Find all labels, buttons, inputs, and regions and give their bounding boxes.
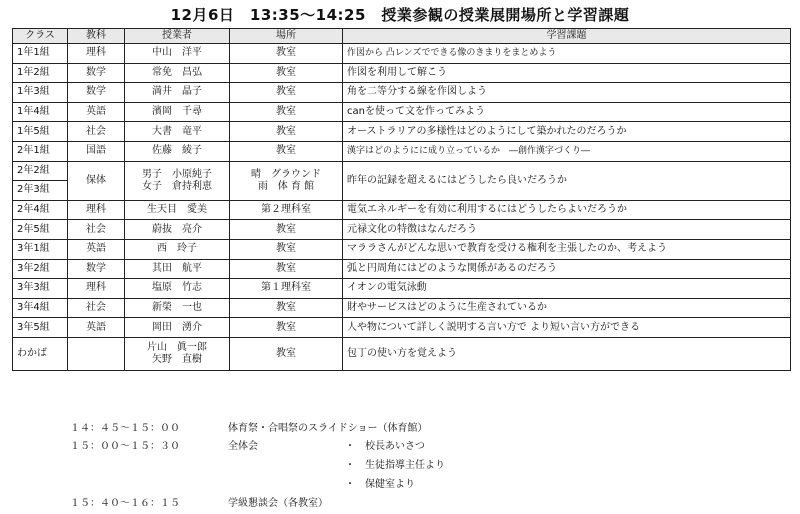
footer-time: １４：４５〜１５：００ bbox=[70, 423, 180, 434]
subject-cell: 国語 bbox=[68, 141, 125, 161]
teacher-cell: 其田 航平 bbox=[125, 259, 230, 279]
subject-cell: 社会 bbox=[68, 220, 125, 240]
class-cell: 3年1組 bbox=[13, 239, 68, 259]
teacher-cell: 濱岡 千尋 bbox=[125, 102, 230, 122]
task-cell: canを使って文を作ってみよう bbox=[343, 102, 791, 122]
task-cell: オーストラリアの多様性はどのようにして築かれたのだろうか bbox=[343, 122, 791, 142]
subject-cell: 英語 bbox=[68, 318, 125, 338]
task-cell: 財やサービスはどのように生産されているか bbox=[343, 298, 791, 318]
table-row bbox=[13, 220, 791, 240]
task-cell: 電気エネルギーを有効に利用するにはどうしたらよいだろうか bbox=[343, 200, 791, 220]
teacher-cell: 蔚抜 亮介 bbox=[125, 220, 230, 240]
table-row bbox=[13, 200, 791, 220]
teacher-cell: 常免 昌弘 bbox=[125, 63, 230, 83]
subject-cell: 理科 bbox=[68, 279, 125, 299]
place-cell: 教室 bbox=[230, 220, 343, 240]
task-cell: 人や物について詳しく説明する言い方で より短い言い方ができる bbox=[343, 318, 791, 338]
class-cell: 2年4組 bbox=[13, 200, 68, 220]
class-cell: 2年1組 bbox=[13, 141, 68, 161]
header-subject: 教科 bbox=[68, 29, 125, 44]
table-row bbox=[13, 298, 791, 318]
class-cell: 3年5組 bbox=[13, 318, 68, 338]
subject-cell: 社会 bbox=[68, 298, 125, 318]
footer-event: 体育祭・合唱祭のスライドショー（体育館） bbox=[228, 423, 428, 434]
footer-item: ・ 保健室より bbox=[345, 479, 415, 490]
teacher-cell: 新榮 一也 bbox=[125, 298, 230, 318]
place-cell: 教室 bbox=[230, 239, 343, 259]
task-cell: 作図から 凸レンズでできる像のきまりをまとめよう bbox=[343, 44, 791, 64]
teacher-cell: 大書 竜平 bbox=[125, 122, 230, 142]
table-row bbox=[13, 279, 791, 299]
class-cell: 1年4組 bbox=[13, 102, 68, 122]
task-cell: 作図を利用して解こう bbox=[343, 63, 791, 83]
class-cell: 3年4組 bbox=[13, 298, 68, 318]
teacher-line: 女子 倉持利恵 bbox=[142, 180, 212, 192]
teacher-cell: 佐藤 綾子 bbox=[125, 141, 230, 161]
place-cell: 教室 bbox=[230, 83, 343, 103]
place-cell: 教室 bbox=[230, 298, 343, 318]
table-row bbox=[13, 318, 791, 338]
table-row bbox=[13, 259, 791, 279]
task-cell: 漢字はどのようにに成り立っているか ―創作漢字づくり― bbox=[343, 141, 791, 161]
class-cell: 3年3組 bbox=[13, 279, 68, 299]
class-cell: 3年2組 bbox=[13, 259, 68, 279]
place-cell: 教室 bbox=[230, 102, 343, 122]
footer-time: １５：４０〜１６：１５ bbox=[70, 498, 180, 509]
teacher-line: 片山 眞一郎 bbox=[147, 341, 207, 353]
class-cell: 1年1組 bbox=[13, 44, 68, 64]
class-cell: 2年5組 bbox=[13, 220, 68, 240]
place-cell: 第１理科室 bbox=[230, 279, 343, 299]
subject-cell: 理科 bbox=[68, 200, 125, 220]
table-row bbox=[13, 63, 791, 83]
subject-cell: 数学 bbox=[68, 63, 125, 83]
table-header-row bbox=[13, 29, 791, 44]
place-cell: 教室 bbox=[230, 44, 343, 64]
task-cell: 角を二等分する線を作図しよう bbox=[343, 83, 791, 103]
class-cell: 1年3組 bbox=[13, 83, 68, 103]
header-teacher: 授業者 bbox=[125, 29, 230, 44]
teacher-cell bbox=[125, 337, 230, 370]
task-cell: 昨年の記録を超えるにはどうしたら良いだろうか bbox=[343, 161, 791, 200]
class-cell: わかば bbox=[13, 337, 68, 370]
subject-cell bbox=[68, 337, 125, 370]
table-row bbox=[13, 141, 791, 161]
schedule-table bbox=[12, 28, 791, 371]
footer-event: 学級懇談会（各教室） bbox=[228, 498, 328, 509]
task-cell: 元禄文化の特徴はなんだろう bbox=[343, 220, 791, 240]
table-row bbox=[13, 239, 791, 259]
subject-cell: 保体 bbox=[68, 161, 125, 200]
teacher-cell: 満井 晶子 bbox=[125, 83, 230, 103]
subject-cell: 社会 bbox=[68, 122, 125, 142]
table-row bbox=[13, 83, 791, 103]
teacher-cell: 塩原 竹志 bbox=[125, 279, 230, 299]
place-cell: 教室 bbox=[230, 337, 343, 370]
place-cell: 第２理科室 bbox=[230, 200, 343, 220]
header-place: 場所 bbox=[230, 29, 343, 44]
teacher-cell: 生天目 愛美 bbox=[125, 200, 230, 220]
teacher-cell: 岡田 湧介 bbox=[125, 318, 230, 338]
class-cell: 2年3組 bbox=[13, 181, 68, 201]
teacher-cell bbox=[125, 161, 230, 200]
teacher-line: 男子 小原純子 bbox=[142, 168, 212, 180]
place-cell: 教室 bbox=[230, 122, 343, 142]
table-row bbox=[13, 161, 791, 181]
class-cell: 2年2組 bbox=[13, 161, 68, 181]
table-row bbox=[13, 122, 791, 142]
table-row bbox=[13, 337, 791, 370]
subject-cell: 英語 bbox=[68, 102, 125, 122]
place-cell: 教室 bbox=[230, 63, 343, 83]
class-cell: 1年2組 bbox=[13, 63, 68, 83]
subject-cell: 理科 bbox=[68, 44, 125, 64]
footer-event: 全体会 bbox=[228, 441, 258, 452]
page-title: 12月6日 13:35〜14:25 授業参観の授業展開場所と学習課題 bbox=[170, 6, 630, 24]
table-row bbox=[13, 102, 791, 122]
table-row bbox=[13, 44, 791, 64]
header-class: クラス bbox=[13, 29, 68, 44]
footer-time: １５：００〜１５：３０ bbox=[70, 441, 180, 452]
footer-item: ・ 生徒指導主任より bbox=[345, 460, 445, 471]
place-cell: 教室 bbox=[230, 318, 343, 338]
place-cell bbox=[230, 161, 343, 200]
place-cell: 教室 bbox=[230, 259, 343, 279]
teacher-cell: 西 玲子 bbox=[125, 239, 230, 259]
footer-item: ・ 校長あいさつ bbox=[345, 441, 425, 452]
teacher-line: 矢野 直樹 bbox=[152, 353, 202, 365]
subject-cell: 数学 bbox=[68, 259, 125, 279]
task-cell: マララさんがどんな思いで教育を受ける権利を主張したのか、考えよう bbox=[343, 239, 791, 259]
teacher-cell: 中山 洋平 bbox=[125, 44, 230, 64]
place-line: 晴 グラウンド bbox=[251, 168, 321, 180]
subject-cell: 英語 bbox=[68, 239, 125, 259]
header-task: 学習課題 bbox=[343, 29, 791, 44]
class-cell: 1年5組 bbox=[13, 122, 68, 142]
place-line: 雨 体 育 館 bbox=[257, 180, 315, 192]
task-cell: 弧と円周角にはどのような関係があるのだろう bbox=[343, 259, 791, 279]
place-cell: 教室 bbox=[230, 141, 343, 161]
subject-cell: 数学 bbox=[68, 83, 125, 103]
task-cell: イオンの電気泳動 bbox=[343, 279, 791, 299]
task-cell: 包丁の使い方を覚えよう bbox=[343, 337, 791, 370]
